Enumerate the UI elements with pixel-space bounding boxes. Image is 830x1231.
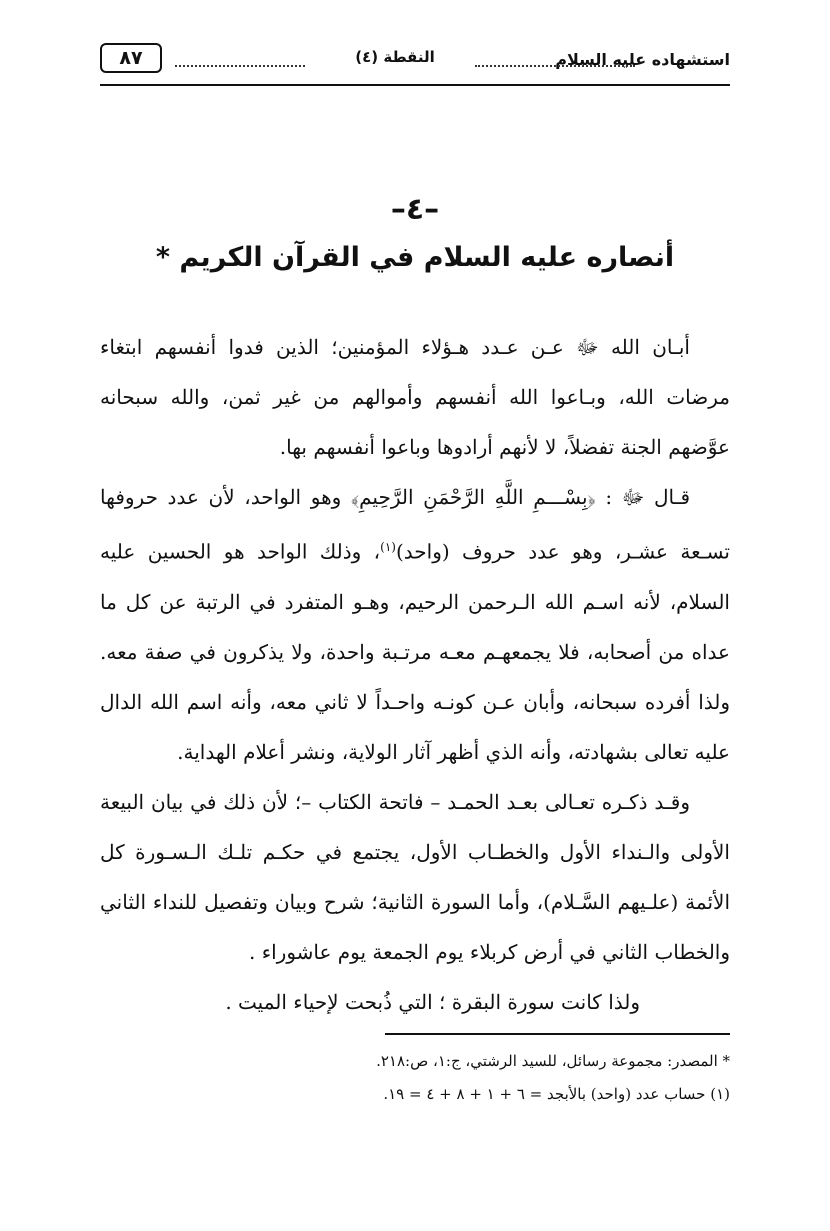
footnote-ref-1: (١) [380,540,396,554]
paragraph-2-start: قـال ﷻ : ﴿بِسْـــمِ اللَّهِ الرَّحْمَنِ الرَّحِيمِ﴾ وهو الواحد، لأن عدد حروفها تسـعة عشـر، وهو عدد حروف (واحد) [100,485,730,564]
paragraph-3: وقـد ذكـره تعـالى بعـد الحمـد – فاتحة الكتاب –؛ لأن ذلك في بيان البيعة الأولى والـنداء الأول والخطـاب الأول، يجتمع في حكـم تلـك الـسـورة كل الأئمة (علـيهم السَّـلام)، وأما السورة الثانية؛ شرح وبيان وتفصيل للنداء الثاني والخطاب الثاني في أرض كربلاء يوم الجمعة يوم عاشوراء . [100,789,730,964]
paragraph-1: أبـان الله ﷻ عـن عـدد هـؤلاء المؤمنين؛ الذين فدوا أنفسهم ابتغاء مرضات الله، وبـاعوا الله أنفسهم وأموالهم من غير ثمن، والله سبحانه عوَّضهم الجنة تفضلاً، لا لأنهم أرادوها وباعوا أنفسهم بها. [100,335,730,459]
footnote-source: * المصدر: مجموعة رسائل، للسيد الرشتي، ج:١، ص:٢١٨. [376,1052,730,1070]
paragraph-4: ولذا كانت سورة البقرة ؛ التي ذُبحت لإحياء الميت . [225,989,640,1014]
footnotes [100,1045,730,1111]
running-title: استشهاده عليه السلام [555,50,730,69]
section-label: النقطة (٤) [355,48,435,66]
paragraph-2 [100,472,730,777]
chapter-title: أنصاره عليه السلام في القرآن الكريم * [155,242,675,273]
header-dots-left [175,65,305,67]
chapter-number: –٤– [390,192,440,227]
header-dots-right [475,65,635,67]
footnote-rule [385,1033,730,1035]
page-header [100,40,730,80]
header-rule [100,84,730,86]
paragraph-2-end: ، وذلك الواحد هو الحسين عليه السلام، لأنه اسـم الله الـرحمن الرحيم، وهـو المتفرد في الرتبة عن كل ما عداه من أصحابه، فلا يجمعهـم معـه مرتـبة واحدة، ولا يذكرون في صفة معه. ولذا أفرده سبحانه، وأبان عـن كونـه واحـداً لا ثاني معه، وأنه اسم الله الدال عليه تعالى بشهادته، وأنه الذي أظهر آثار الولاية، ونشر أعلام الهداية. [100,539,730,764]
page-number: ٨٧ [100,43,162,73]
footnote-1: (١) حساب عدد (واحد) بالأبجد = ٦ + ١ + ٨ + ٤ = ١٩. [383,1085,730,1103]
body-text [100,322,730,1027]
